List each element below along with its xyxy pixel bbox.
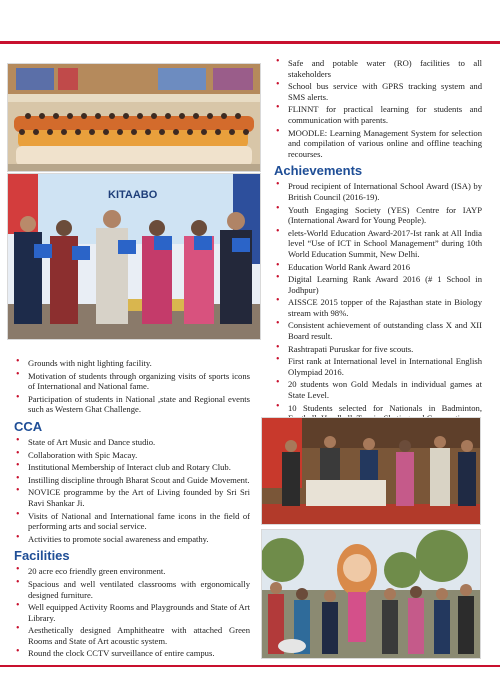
right-column (274, 58, 482, 426)
list-item: • Well equipped Activity Rooms and Playgrounds and State of Art Library. (14, 602, 250, 623)
achievements-heading: Achievements (274, 163, 363, 179)
list-item: • School bus service with GPRS tracking system and SMS alerts. (274, 81, 482, 102)
list-item: • Instilling discipline through Bharat Scout and Guide Movement. (14, 475, 250, 486)
list-item: • AISSCE 2015 topper of the Rajasthan state in Biology stream with 98%. (274, 297, 482, 318)
list-item: • Spacious and well ventilated classrooms with ergonomically designed furniture. (14, 579, 250, 600)
list-item: • elets-World Education Award-2017-Ist rank at All India level “Use of ICT in School Management” during 10th World Education Summit, New Delhi. (274, 228, 482, 260)
list-item: • MOODLE: Learning Management System for selection and compilation of various online and offline teaching recourses. (274, 128, 482, 160)
list-item: • FLINNT for practical learning for students and communication with parents. (274, 104, 482, 125)
list-item: • Rashtrapati Puruskar for five scouts. (274, 344, 482, 355)
list-item: • Motivation of students through organizing visits of sports icons of International and National fame. (14, 371, 250, 392)
achievements-list (274, 181, 482, 423)
list-item: • NOVICE programme by the Art of Living founded by Sri Sri Ravi Shankar Ji. (14, 487, 250, 508)
list-item: • Digital Learning Rank Award 2016 (# 1 School in Jodhpur) (274, 274, 482, 295)
bottom-red-rule (0, 665, 500, 667)
list-item: • State of Art Music and Dance studio. (14, 437, 250, 448)
banner-text: KITAABO (108, 189, 158, 201)
list-item: • 20 acre eco friendly green environment. (14, 566, 250, 577)
list-item: • 10 Students selected for Nationals in Badminton, (274, 403, 482, 424)
list-item: • Collaboration with Spic Macay. (14, 450, 250, 461)
outdoor-photo (262, 530, 480, 658)
list-item: • Participation of students in National ,state and Regional events such as Western Ghat Challenge. (14, 394, 250, 415)
list-item: • Safe and potable water (RO) facilities to all stakeholders (274, 58, 482, 79)
list-item: • Education World Rank Award 2016 (274, 262, 482, 273)
list-item: • Round the clock CCTV surveillance of entire campus. (14, 648, 250, 659)
facilities-list (14, 566, 250, 659)
cca-list (14, 437, 250, 544)
list-item: • Institutional Membership of Interact club and Rotary Club. (14, 462, 250, 473)
list-item: • Aesthetically designed Amphitheatre with attached Green Rooms and State of Art acoustic system. (14, 625, 250, 646)
list-item: • Grounds with night lighting facility. (14, 358, 250, 369)
list-item: • Youth Engaging Society (YES) Centre for IAYP (International Award for Young People). (274, 205, 482, 226)
intro-bullet-list (14, 358, 250, 415)
list-item: • Visits of National and International fame icons in the field of performing arts and social service. (14, 511, 250, 532)
top-red-rule (0, 41, 500, 44)
left-column (14, 358, 250, 661)
list-item: • Consistent achievement of outstanding class X and XII Board result. (274, 320, 482, 341)
top-bullet-list (274, 58, 482, 159)
list-item: • First rank at International level in International English Olympiad 2016. (274, 356, 482, 377)
list-item: • 20 students won Gold Medals in individual games at State Level. (274, 379, 482, 400)
event-photo (8, 174, 260, 339)
stage-photo (262, 418, 480, 524)
cca-heading: CCA (14, 418, 43, 434)
facilities-heading: Facilities (14, 548, 70, 564)
list-item: • Activities to promote social awareness and empathy. (14, 534, 250, 545)
list-item: • Proud recipient of International School Award (ISA) by British Council (2016-19). (274, 181, 482, 202)
group-photo (8, 64, 260, 171)
